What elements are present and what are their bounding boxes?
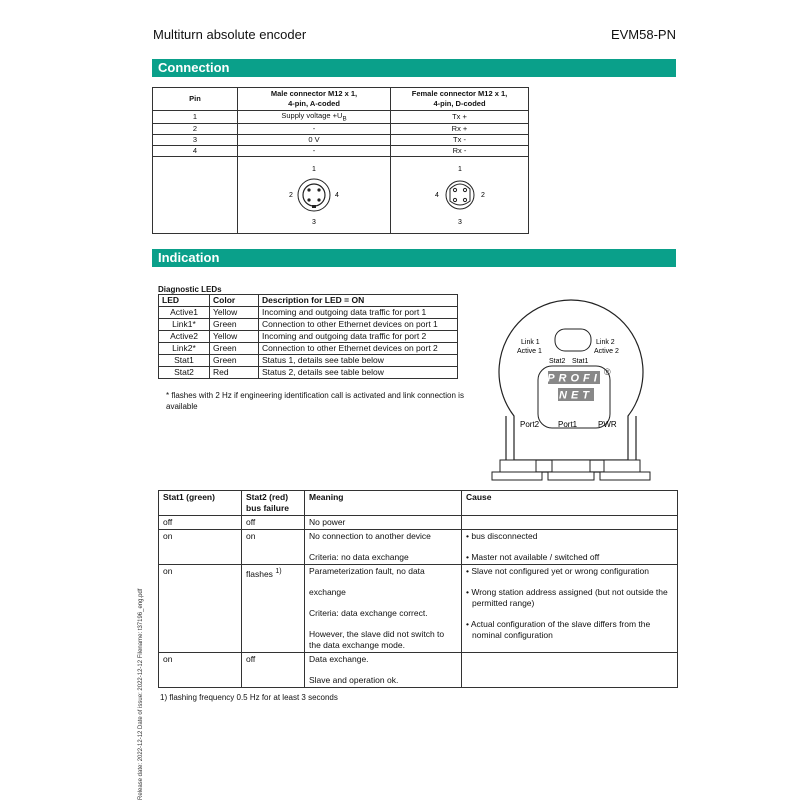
cell: Yellow: [210, 307, 259, 319]
table-row: [153, 145, 529, 156]
cause-line: • bus disconnected: [466, 531, 538, 541]
cell: Green: [210, 319, 259, 331]
cell: 1: [153, 111, 238, 124]
cell: on: [242, 530, 305, 565]
male-connector-icon: [274, 159, 354, 229]
leds-footnote: * flashes with 2 Hz if engineering identification call is activated and link connection is available: [166, 391, 464, 411]
status-table: [158, 490, 678, 688]
cell: No power: [305, 516, 462, 530]
cell: [305, 565, 462, 653]
table-row: [159, 653, 678, 688]
cell: 0 V: [238, 134, 391, 145]
table-row: [159, 516, 678, 530]
supply-text: Supply voltage +U: [281, 111, 343, 120]
table-row: [153, 123, 529, 134]
pin-label: 3: [312, 218, 316, 226]
cell: Link1*: [159, 319, 210, 331]
meaning-line: Slave and operation ok.: [309, 675, 399, 685]
logo-profi: PROFI: [547, 372, 601, 385]
cell: [462, 516, 678, 530]
col-color: Color: [210, 295, 259, 307]
cell: Status 2, details see table below: [259, 367, 458, 379]
pwr-label: PWR: [598, 420, 617, 429]
female-connector-diagram: [391, 156, 529, 233]
stat2-value: flashes: [246, 568, 273, 579]
table-row: [159, 319, 458, 331]
table-row: [159, 343, 458, 355]
pin-label: 4: [434, 191, 439, 199]
cell: Connection to other Ethernet devices on port 1: [259, 319, 458, 331]
cell: Tx -: [391, 134, 529, 145]
cell: 3: [153, 134, 238, 145]
table-row: [159, 331, 458, 343]
active2-label: Active 2: [594, 348, 619, 355]
cell: Stat1: [159, 355, 210, 367]
meaning-line: However, the slave did not switch to the data exchange mode.: [309, 629, 445, 650]
pin-label: 2: [480, 191, 485, 199]
table-row: [153, 111, 529, 124]
pin-label: 2: [289, 191, 293, 199]
cell: [238, 111, 391, 124]
table-row: [159, 367, 458, 379]
cause-line: • Master not available / switched off: [466, 552, 600, 562]
cell: Incoming and outgoing data traffic for port 2: [259, 331, 458, 343]
cell: Incoming and outgoing data traffic for port 1: [259, 307, 458, 319]
col-female: Female connector M12 x 1, 4-pin, D-coded: [391, 88, 529, 111]
meaning-line: Criteria: no data exchange: [309, 552, 409, 562]
table-row: [159, 530, 678, 565]
cause-line: • Slave not configured yet or wrong configuration: [466, 566, 649, 576]
cell: -: [238, 145, 391, 156]
cell: [242, 565, 305, 653]
pin-label: 1: [457, 165, 462, 173]
logo-net: NET: [559, 389, 593, 402]
release-info: Release date: 2022-12-12 Date of issue: 2022-12-12 Filename: t37196_eng.pdf: [138, 588, 144, 800]
meaning-line: exchange: [309, 587, 346, 597]
col-male: Male connector M12 x 1, 4-pin, A-coded: [238, 88, 391, 111]
encoder-figure: [486, 296, 656, 486]
pin-label: 3: [457, 218, 462, 226]
cell: Tx +: [391, 111, 529, 124]
cell: on: [159, 653, 242, 688]
pin-label: 4: [335, 191, 339, 199]
status-footnote: 1) flashing frequency 0.5 Hz for at least 3 seconds: [160, 693, 338, 702]
meaning-line: No connection to another device: [309, 531, 431, 541]
port2-label: Port2: [520, 420, 540, 429]
col-meaning: Meaning: [305, 491, 462, 516]
female-connector-icon: [420, 159, 500, 229]
col-pin: Pin: [153, 88, 238, 111]
document-title: Multiturn absolute encoder: [153, 27, 307, 42]
col-led: LED: [159, 295, 210, 307]
cell: Connection to other Ethernet devices on port 2: [259, 343, 458, 355]
col-stat1: Stat1 (green): [159, 491, 242, 516]
cell: Status 1, details see table below: [259, 355, 458, 367]
meaning-line: Data exchange.: [309, 654, 369, 664]
stat2-label: Stat2: [549, 358, 566, 365]
section-connection: Connection: [152, 59, 676, 77]
cell: [305, 653, 462, 688]
meaning-line: Parameterization fault, no data: [309, 566, 425, 576]
cell: off: [242, 516, 305, 530]
cell: Rx +: [391, 123, 529, 134]
registered-mark: ®: [604, 367, 611, 377]
footnote-ref: 1): [275, 567, 282, 575]
table-row: [159, 355, 458, 367]
col-stat2: Stat2 (red) bus failure: [242, 491, 305, 516]
pin-label: 1: [312, 165, 316, 173]
cell: Active1: [159, 307, 210, 319]
connection-table: [152, 87, 529, 234]
cell: Stat2: [159, 367, 210, 379]
cell: [462, 565, 678, 653]
cause-line: • Actual configuration of the slave differs from the nominal configuration: [466, 619, 651, 640]
table-row: [159, 565, 678, 653]
cell: off: [159, 516, 242, 530]
stat1-label: Stat1: [572, 358, 589, 365]
cell: Active2: [159, 331, 210, 343]
cell: Yellow: [210, 331, 259, 343]
section-indication: Indication: [152, 249, 676, 267]
cell: 2: [153, 123, 238, 134]
port1-label: Port1: [558, 420, 578, 429]
model-number: EVM58-PN: [610, 27, 676, 42]
active1-label: Active 1: [517, 348, 542, 355]
leds-title: Diagnostic LEDs: [158, 285, 222, 294]
cell: Green: [210, 355, 259, 367]
cell: Link2*: [159, 343, 210, 355]
cell: [153, 156, 238, 233]
link2-label: Link 2: [596, 339, 615, 346]
col-description: Description for LED = ON: [259, 295, 458, 307]
cell: on: [159, 565, 242, 653]
cell: Red: [210, 367, 259, 379]
link1-label: Link 1: [521, 339, 540, 346]
diagnostic-leds-table: [158, 294, 458, 379]
cell: Green: [210, 343, 259, 355]
cause-line: • Wrong station address assigned (but not outside the permitted range): [466, 587, 668, 608]
cell: [305, 530, 462, 565]
cell: Rx -: [391, 145, 529, 156]
cell: off: [242, 653, 305, 688]
cell: on: [159, 530, 242, 565]
supply-subscript: B: [342, 115, 347, 123]
cell: -: [238, 123, 391, 134]
male-connector-diagram: [238, 156, 391, 233]
cell: [462, 653, 678, 688]
table-row: [159, 307, 458, 319]
col-cause: Cause: [462, 491, 678, 516]
cell: [462, 530, 678, 565]
cell: 4: [153, 145, 238, 156]
table-row: [153, 134, 529, 145]
meaning-line: Criteria: data exchange correct.: [309, 608, 428, 618]
